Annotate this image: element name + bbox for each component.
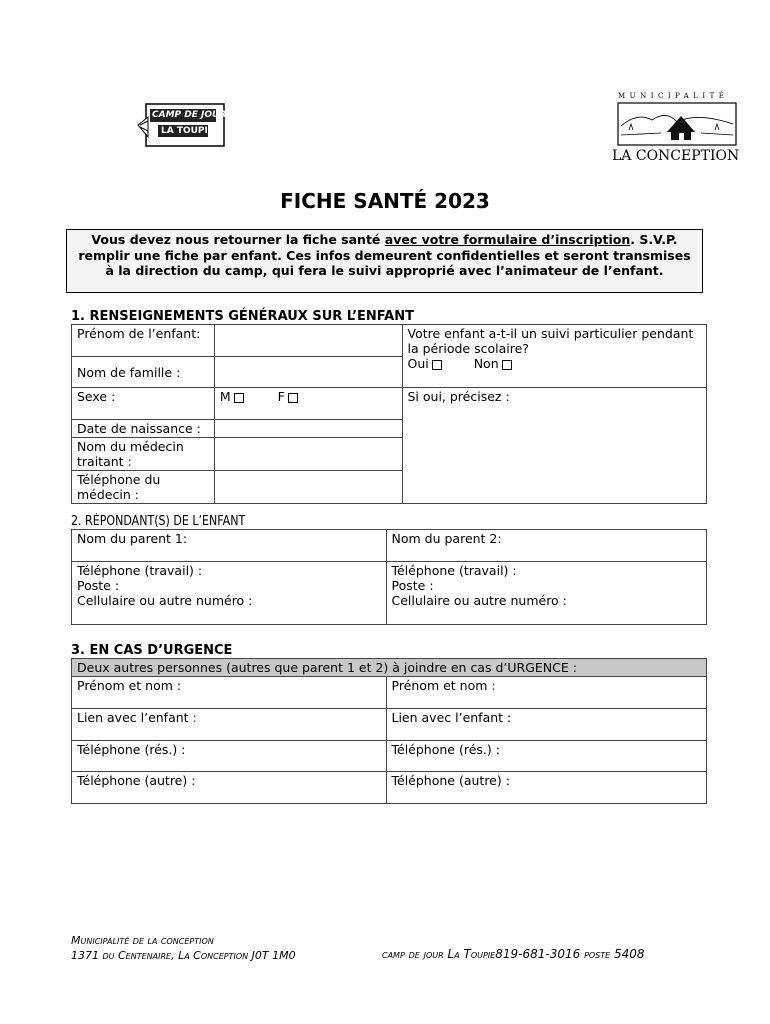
notice-text-2: . S.V.P. remplir une fiche par enfant. Ces infos demeurent confidentielles et seront transmises à la direction du camp, qui fera le suivi approprié avec l’animateur de l’enfant. [78, 232, 691, 278]
footer-contact [382, 947, 645, 961]
f-label: F [277, 389, 285, 404]
prenom-label: Prénom de l’enfant: [72, 325, 215, 357]
parent2-tel-travail: Téléphone (travail) : [391, 563, 517, 578]
nom-famille-label: Nom de famille : [72, 357, 215, 388]
camp-logo-line2: LA TOUPIE [161, 126, 215, 136]
section3-table [71, 658, 707, 804]
section1-table [71, 324, 707, 504]
parent1-cellulaire: Cellulaire ou autre numéro : [77, 593, 253, 608]
parent2-contact[interactable] [386, 562, 707, 625]
non-checkbox[interactable] [502, 360, 512, 370]
medecin-label: Nom du médecin traitant : [72, 438, 215, 471]
notice-underlined: avec votre formulaire d’inscription [384, 232, 631, 247]
footer-camp-label: camp de jour La Toupie [382, 947, 496, 961]
sexe-label: Sexe : [72, 388, 215, 420]
m-label: M [219, 389, 231, 404]
camp-logo-line1: CAMP DE JOUR [152, 110, 227, 120]
prenom-field[interactable] [214, 325, 402, 357]
urgence1-prenom-nom[interactable]: Prénom et nom : [72, 677, 387, 709]
municipality-logo [612, 92, 738, 168]
date-naissance-label: Date de naissance : [72, 420, 215, 438]
footer-line1: Municipalité de la conception [71, 934, 214, 947]
parent1-tel-travail: Téléphone (travail) : [77, 563, 203, 578]
urgence2-tel-res[interactable]: Téléphone (rés.) : [386, 741, 707, 772]
urgence-subheader: Deux autres personnes (autres que parent 1 et 2) à joindre en cas d’URGENCE : [72, 659, 707, 677]
section2-heading: 2. RÉPONDANT(S) DE L’ENFANT [71, 514, 246, 529]
urgence2-lien[interactable]: Lien avec l’enfant : [386, 709, 707, 741]
section2-table [71, 529, 707, 625]
urgence2-prenom-nom[interactable]: Prénom et nom : [386, 677, 707, 709]
parent1-poste: Poste : [77, 578, 120, 593]
notice-text-1: Vous devez nous retourner la fiche santé [91, 232, 385, 247]
page-title: FICHE SANTÉ 2023 [280, 189, 490, 213]
notice-box [66, 229, 703, 293]
urgence1-tel-res[interactable]: Téléphone (rés.) : [72, 741, 387, 772]
m-checkbox[interactable] [234, 393, 244, 403]
footer-poste: 5408 [614, 947, 645, 961]
urgence2-tel-autre[interactable]: Téléphone (autre) : [386, 772, 707, 804]
precisez-cell[interactable]: Si oui, précisez : [402, 388, 707, 504]
suivi-cell [402, 325, 707, 388]
non-label: Non [473, 356, 499, 371]
parent2-poste: Poste : [391, 578, 434, 593]
urgence1-tel-autre[interactable]: Téléphone (autre) : [72, 772, 387, 804]
date-naissance-field[interactable] [214, 420, 402, 438]
oui-checkbox[interactable] [432, 360, 442, 370]
footer-poste-label: poste [584, 947, 611, 961]
parent1-contact[interactable] [72, 562, 387, 625]
municipality-logo-name: LA CONCEPTION [612, 148, 740, 164]
municipality-logo-top: MUNICIPALITÉ [618, 92, 729, 100]
footer-line2: 1371 du Centenaire, La Conception J0T 1M0 [71, 949, 296, 962]
parent2-cellulaire: Cellulaire ou autre numéro : [391, 593, 567, 608]
nom-famille-field[interactable] [214, 357, 402, 388]
suivi-options [408, 356, 702, 371]
tel-medecin-label: Téléphone du médecin : [72, 471, 215, 504]
sexe-field [214, 388, 402, 420]
section1-heading: 1. RENSEIGNEMENTS GÉNÉRAUX SUR L’ENFANT [71, 309, 414, 324]
parent1-field[interactable]: Nom du parent 1: [72, 530, 387, 562]
suivi-question: Votre enfant a-t-il un suivi particulier pendant la période scolaire? [407, 326, 694, 356]
parent2-field[interactable]: Nom du parent 2: [386, 530, 707, 562]
f-checkbox[interactable] [288, 393, 298, 403]
urgence1-lien[interactable]: Lien avec l’enfant : [72, 709, 387, 741]
footer-phone: 819-681-3016 [495, 947, 581, 961]
oui-label: Oui [407, 356, 429, 371]
section3-heading: 3. EN CAS D’URGENCE [71, 643, 233, 658]
tel-medecin-field[interactable] [214, 471, 402, 504]
camp-logo [136, 103, 226, 148]
medecin-field[interactable] [214, 438, 402, 471]
